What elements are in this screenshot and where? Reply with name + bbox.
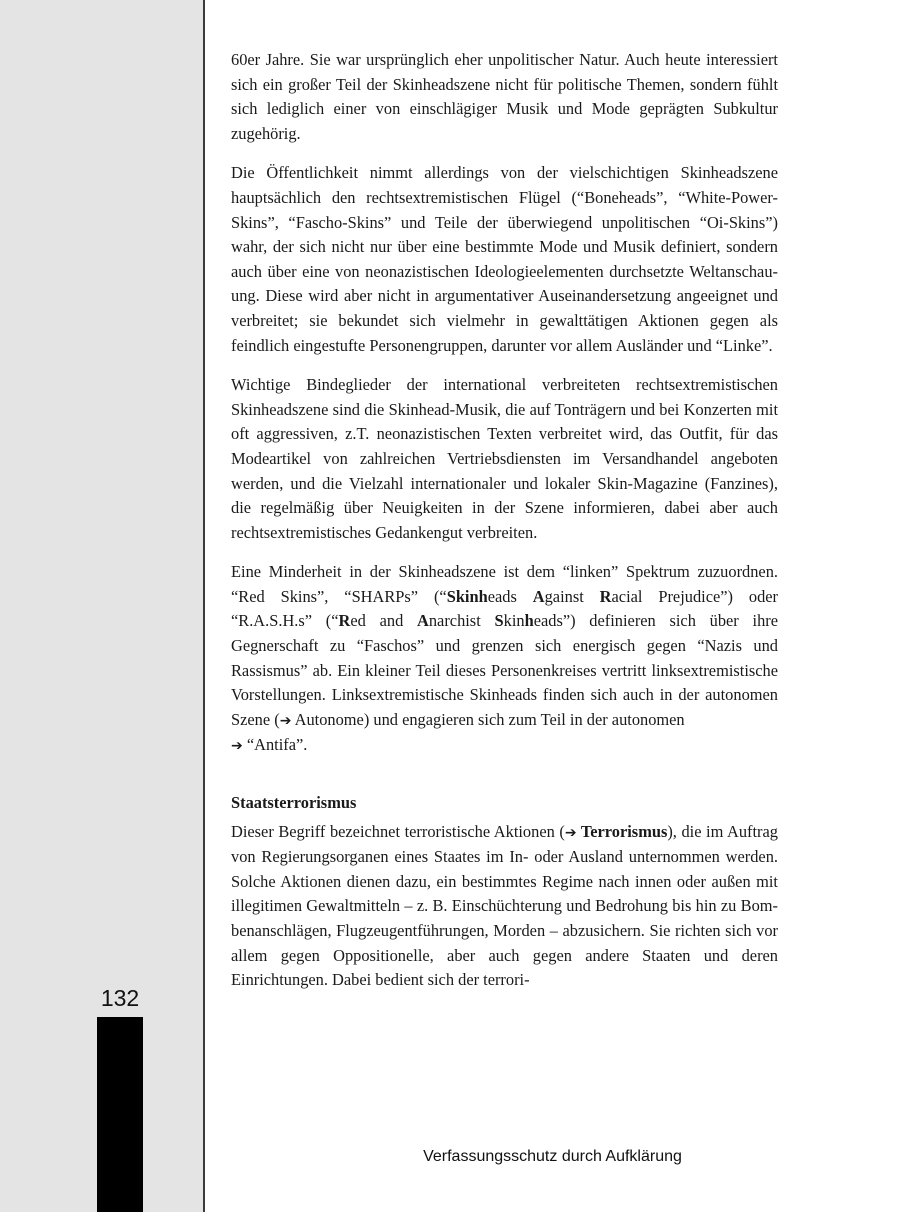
cross-reference-terrorismus: Terrorismus — [576, 821, 668, 841]
footer-title: Verfassungsschutz durch Aufklärung — [423, 1148, 682, 1165]
sharp-letter: A — [532, 586, 545, 606]
rash-text: kin — [503, 611, 525, 631]
rash-letter: h — [524, 611, 534, 631]
section-body-text: Dieser Begriff bezeichnet terroristische Aktionen ( — [231, 821, 565, 841]
paragraph-1: 60er Jahre. Sie war ursprünglich eher unpolitischer Natur. Auch heute interessiert sich ein großer Teil der Skinheadszene nicht für politische Themen, sondern fühlt sich lediglich einer von einschlägiger Musik und Mode geprägten Subkultur zugehörig. — [231, 50, 778, 143]
rash-letter: S — [494, 611, 504, 631]
margin-rule — [203, 0, 205, 1212]
paragraph-4 — [231, 560, 778, 759]
rash-text: eads”) definieren sich über ihre Gegnerschaft zu “Faschos” und grenzen sich energisch gegen “Nazis und Rassismus” ab. Ein kleiner Teil dieses Personenkreises vertritt linksextremistische Vorstellungen. Linksextremistische Skinheads finden sich auch in der autonomen Szene ( — [231, 611, 778, 729]
page-body — [231, 48, 778, 1008]
section-body — [231, 820, 778, 993]
section-body-text: ), die im Auftrag von Regierungsorganen eines Staates im In- oder Ausland unternommen werden. Solche Aktionen dienen dazu, ein bestimmtes Regime nach innen oder außen mit illegitimen Gewaltmitteln – z. B. Einschüchterung und Bedrohung bis hin zu Bombenanschlägen, Flugzeugentführungen, Morden – abzusichern. Sie richten sich vor allem gegen Oppositionelle, aber auch gegen andere Staaten und deren Einrichtungen. Dabei bedient sich der terrori- — [231, 821, 778, 990]
page-number: 132 — [100, 985, 140, 1011]
arrow-right-icon: ➔ — [279, 712, 292, 729]
sharp-letter: R — [599, 586, 612, 606]
rash-text: ed and — [350, 611, 418, 631]
rash-text: narchist — [428, 611, 495, 631]
cross-reference-autonome: Autonome) und engagieren sich zum Teil in der autonomen — [291, 709, 685, 729]
rash-letter: A — [417, 611, 429, 631]
sharp-text: eads — [487, 586, 533, 606]
paragraph-3: Wichtige Bindeglieder der international verbreiteten rechtsextremistischen Skinheadszene sind die Skinhead-Musik, die auf Tonträgern und bei Konzerten mit oft aggressiven, z.T. neonazistischen Texten verbreitet wird, das Outfit, für das Modeartikel von zahlreichen Vertriebsdiensten im Versandhandel angeboten werden, und die Vielzahl internationaler und lokaler Skin-Magazine (Fanzines), die regelmäßig über Neuigkeiten in der Szene informieren, dabei aber auch rechtsextremistisches Gedankengut verbreiten. — [231, 375, 778, 542]
sharp-text: acial Prejudice”) oder “R.A.S.H.s” (“ — [231, 586, 779, 631]
arrow-right-icon: ➔ — [564, 824, 577, 841]
cross-reference-antifa: “Antifa”. — [242, 735, 308, 755]
rash-letter: R — [338, 611, 351, 631]
section-heading: Staatsterrorismus — [231, 793, 357, 813]
sharp-letter: Skin — [446, 586, 479, 606]
sharp-text: gainst — [544, 586, 600, 606]
paragraph-4-text: Eine Minderheit in der Skinheadszene ist dem “linken” Spektrum zuzuordnen. “Red Skins”, “SHARPs” (“ — [231, 562, 778, 606]
arrow-right-icon: ➔ — [231, 738, 243, 755]
paragraph-2: Die Öffentlichkeit nimmt allerdings von der vielschichtigen Skinheadszene hauptsächlich den rechtsextremistischen Flügel (“Boneheads”, “White-Power-Skins”, “Fascho-Skins” und Teile der überwiegend unpolitischen “Oi-Skins”) wahr, der sich nicht nur über eine bestimmte Mode und Musik definiert, sondern auch über eine von neonazistischen Ideologieelementen durchsetzte Weltanschauung. Diese wird aber nicht in argumentativer Auseinandersetzung angeeignet und verbreitet; sie bekundet sich vielmehr in gewalttätigen Aktionen gegen als feindlich eingestufte Personengruppen, darunter vor allem Ausländer und “Linke”. — [231, 163, 778, 355]
page-number-bar — [97, 1017, 143, 1212]
sharp-letter: h — [478, 586, 488, 606]
